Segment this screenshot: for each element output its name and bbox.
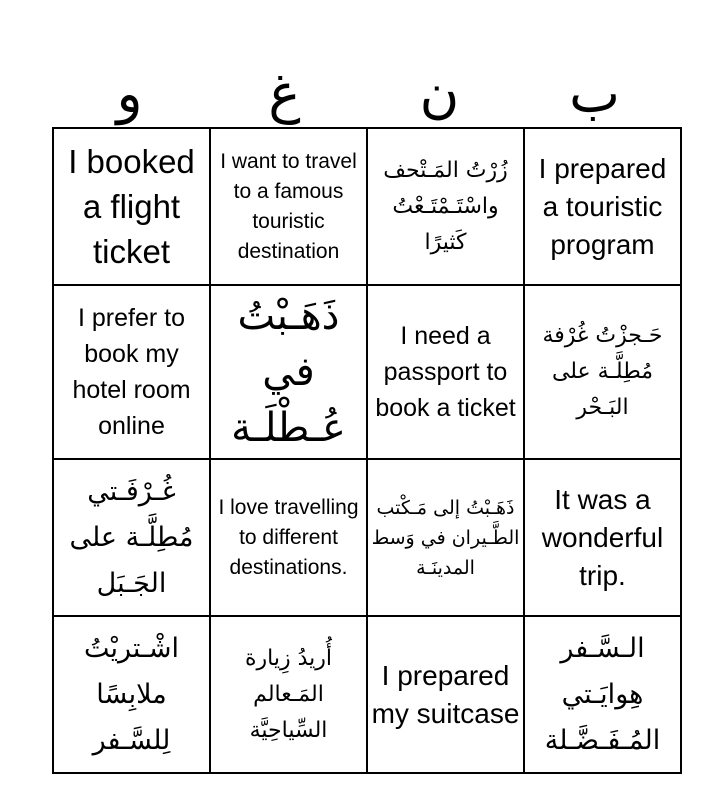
free-space-cell[interactable]	[210, 285, 367, 459]
header-letter-ghain: غ	[268, 62, 301, 125]
header-letter-ba: ب	[569, 62, 620, 125]
bingo-cell[interactable]	[367, 128, 524, 285]
bingo-cell[interactable]	[524, 616, 681, 773]
board-row	[53, 616, 681, 773]
cell-text: I need a passport to book a ticket	[375, 322, 516, 422]
board-row	[53, 128, 681, 285]
header-letter-waw: و	[116, 62, 143, 125]
bingo-cell[interactable]	[53, 285, 210, 459]
bingo-cell[interactable]	[210, 616, 367, 773]
bingo-cell[interactable]	[367, 459, 524, 616]
cell-text: It was a wonderful trip.	[541, 483, 664, 591]
board-row	[53, 285, 681, 459]
bingo-header	[52, 62, 672, 126]
bingo-cell[interactable]	[210, 459, 367, 616]
cell-text: I want to travel to a famous touristic destination	[220, 149, 357, 263]
cell-text: ذَهَـبْتُ إلى مَـكْتب الطَّـيران في وَسط المدينَـة	[371, 496, 520, 579]
bingo-cell[interactable]	[367, 616, 524, 773]
cell-text: ذَهَـبْتُ في عُـطْلَـة	[231, 293, 346, 451]
bingo-cell[interactable]	[524, 459, 681, 616]
cell-text: I prepared my suitcase	[371, 659, 520, 729]
bingo-cell[interactable]	[53, 616, 210, 773]
cell-text: اشْـتريْتُ ملابِسًا لِلسَّـفر	[83, 632, 180, 756]
cell-text: I prefer to book my hotel room online	[72, 304, 191, 440]
bingo-cell[interactable]	[53, 459, 210, 616]
cell-text: حَـجزْتُ غُرْفة مُطِلَّـة على البَـحْر	[542, 323, 663, 420]
cell-text: الـسَّـفر هِوايَـتي المُـفَـضَّـلة	[544, 632, 661, 756]
cell-text: I booked a flight ticket	[68, 143, 195, 270]
header-letter-noon: ن	[419, 62, 460, 125]
cell-text: I love travelling to different destinations.	[218, 495, 359, 579]
bingo-cell[interactable]	[524, 128, 681, 285]
bingo-cell[interactable]	[210, 128, 367, 285]
cell-text: I prepared a touristic program	[538, 152, 667, 260]
board-row	[53, 459, 681, 616]
bingo-cell[interactable]	[53, 128, 210, 285]
cell-text: غُـرْفَـتي مُطِلَّـة على الجَـبَل	[69, 475, 194, 599]
bingo-board	[52, 127, 682, 774]
bingo-cell[interactable]	[524, 285, 681, 459]
bingo-cell[interactable]	[367, 285, 524, 459]
cell-text: زُرْتُ المَـتْحف واسْتَـمْتَـعْتُ كَثيرًا	[383, 157, 508, 255]
cell-text: أُريدُ زِيارة المَـعالم السِّياحِيَّة	[244, 645, 332, 743]
